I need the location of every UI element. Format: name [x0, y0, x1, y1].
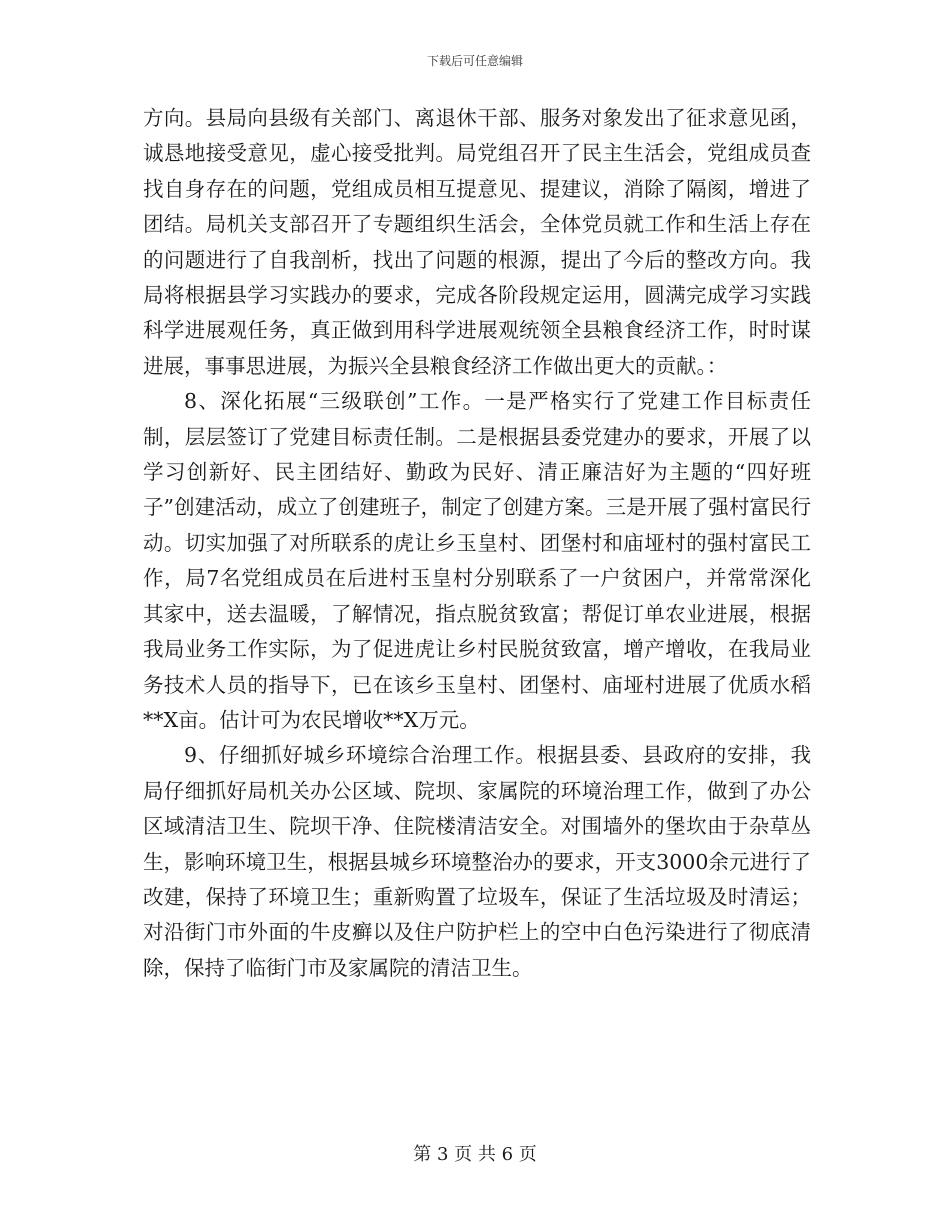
paragraph-item-8: 8、深化拓展“三级联创”工作。一是严格实行了党建工作目标责任制，层层签订了党建目标责任制。二是根据县委党建办的要求，开展了以学习创新好、民主团结好、勤政为民好、清正廉洁好为主题的“四好班子”创建活动，成立了创建班子，制定了创建方案。三是开展了强村富民行动。切实加强了对所联系的虎让乡玉皇村、团堡村和庙垭村的强村富民工作，局7名党组成员在后进村玉皇村分别联系了一户贫困户，并常常深化其家中，送去温暖，了解情况，指点脱贫致富；帮促订单农业进展，根据我局业务工作实际，为了促进虎让乡村民脱贫致富，增产增收，在我局业务技术人员的指导下，已在该乡玉皇村、团堡村、庙垭村进展了优质水稻**X亩。估计可为农民增收**X万元。 [143, 389, 811, 732]
page-header: 下载后可任意编辑 [426, 54, 523, 68]
paragraph-continued: 方向。县局向县级有关部门、离退休干部、服务对象发出了征求意见函，诚恳地接受意见，虚心接受批判。局党组召开了民主生活会，党组成员查找自身存在的问题，党组成员相互提意见、提建议，消除了隔阂，增进了团结。局机关支部召开了专题组织生活会，全体党员就工作和生活上存在的问题进行了自我剖析，找出了问题的根源，提出了今后的整改方向。我局将根据县学习实践办的要求，完成各阶段规定运用，圆满完成学习实践科学进展观任务，真正做到用科学进展观统领全县粮食经济工作，时时谋进展，事事思进展，为振兴全县粮食经济工作做出更大的贡献。： [143, 106, 811, 378]
page-number-footer: 第 3 页 共 6 页 [413, 1144, 537, 1165]
document-body [143, 101, 811, 986]
paragraph-item-9: 9、仔细抓好城乡环境综合治理工作。根据县委、县政府的安排，我局仔细抓好局机关办公区域、院坝、家属院的环境治理工作，做到了办公区域清洁卫生、院坝干净、住院楼清洁安全。对围墙外的堡坎由于杂草丛生，影响环境卫生，根据县城乡环境整治办的要求，开支3000余元进行了改建，保持了环境卫生；重新购置了垃圾车，保证了生活垃圾及时清运；对沿街门市外面的牛皮癣以及住户防护栏上的空中白色污染进行了彻底清除，保持了临街门市及家属院的清洁卫生。 [143, 743, 811, 980]
